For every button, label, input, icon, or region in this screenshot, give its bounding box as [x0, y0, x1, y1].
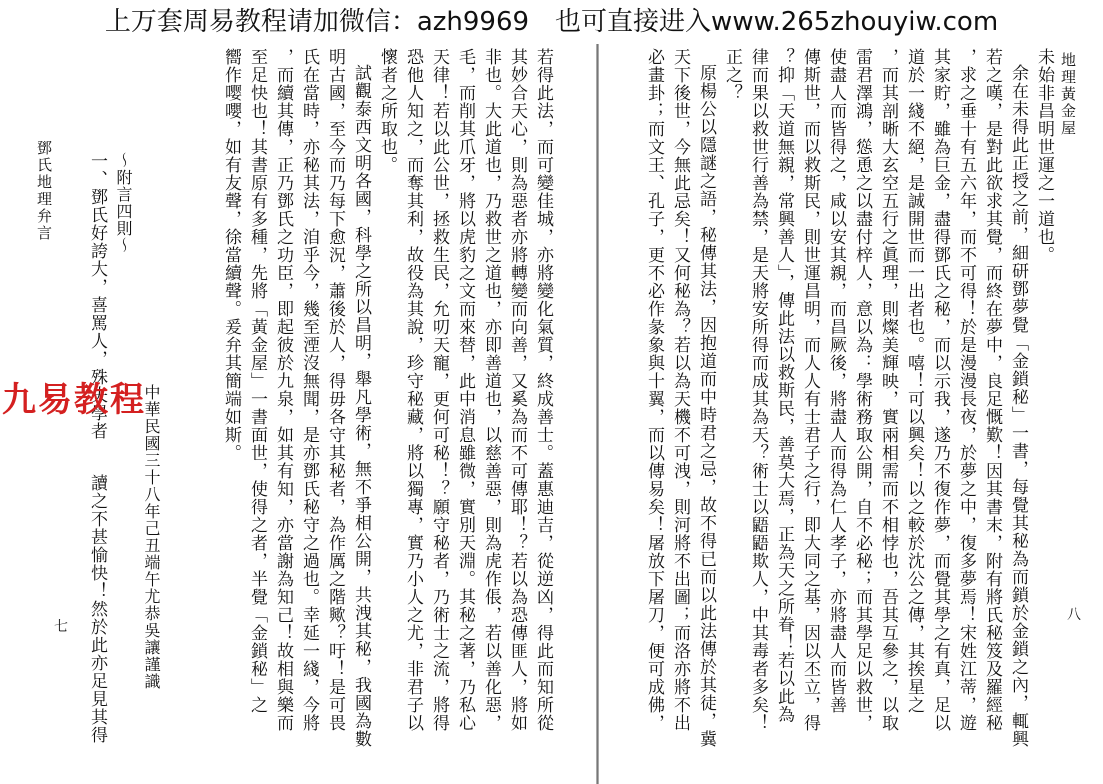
page-number: 七 — [54, 619, 68, 635]
text-column: 必畫卦；而文王、孔子，更不必作彖象與十翼，而以傳易矣！屠放下屠刀，便可成佛， — [644, 48, 664, 732]
text-column: 雷君澤鴻，慫恿之以盡付梓人，意以為：學術務取公開，自不必秘；而其學足以救世， — [852, 48, 872, 732]
text-column: 傳斯世，而以救斯民，則世運昌明，而人人有士君子之行，即大同之基，因以丕立，得 — [800, 48, 820, 732]
text-column: 懷者之所取也。 — [377, 48, 397, 174]
text-column: 若得此法，而可變佳城，亦將變化氣質，終成善士。蓋惠迪吉，從逆凶，得此而知所從 — [533, 48, 553, 732]
promo-banner: 上万套周易教程请加微信：azh9969 也可直接进入www.265zhouyiw.com — [104, 7, 999, 37]
text-column: 試觀泰西文明各國，科學之所以昌明，舉凡學術，無不爭相公開，共洩其秘，我國為數 — [351, 64, 371, 748]
text-column: 恐他人知之，而奪其利，故役為其說，珍守秘藏，將以獨專，實乃小人之尤，非君子以 — [403, 48, 423, 732]
text-column: 使盡人而皆得之，咸以安其親，而昌厥後，將盡人而得為仁人孝子，亦將盡人而皆善 — [826, 48, 846, 714]
text-column: 原楊公以隱謎之語，秘傳其法，因抱道而中時君之忌，故不得已而以此法傳於其徒，冀 — [696, 64, 716, 748]
right-page — [598, 44, 1103, 784]
text-column: 讀之不甚愉快！然於此亦足見其得 — [87, 474, 107, 744]
text-column: 未始非昌明世運之一道也。 — [1034, 48, 1054, 264]
signature-date: 中華民國三十八年己丑端午尤恭吳讓謹識 — [142, 384, 161, 690]
text-column: 天下後世，今無此忌矣！又何秘為？若以為天機不可洩，則河將不出圖；而洛亦將不出 — [670, 48, 690, 732]
text-column: 律而果以救世行善為禁，是天將安所得而成其為天？術士以鼯鼯欺人，中其毒者多矣！ — [748, 48, 768, 732]
text-column: 至足快也！其書原有多種，先將「黃金屋」一書面世，使得之者，半覺「金鎖秘」之 — [247, 48, 267, 714]
text-column: 其妙合天心，則為惡者亦將轉變而向善，又奚為而不可傳耶！？若以為恐傳匪人，將如 — [507, 48, 527, 732]
text-column: ？抑「天道無親，常興善人」，傳此法以救斯民，善莫大焉，正為天之所眷！若以此為 — [774, 48, 794, 724]
watermark-logo: 九易教程 — [2, 380, 146, 420]
text-column: ，而續其傳，正乃鄧氏之功臣，即起彼於九泉，如其有知，亦當謝為知己！故相與樂而 — [273, 48, 293, 732]
text-column: 氏在當時，亦秘其法，洎乎今，幾至湮沒無聞，是亦鄧氏秘守之過也。幸延一綫，今將 — [299, 48, 319, 732]
text-column: 天律！若以此公世，拯救生民，允叨天寵，更何可秘！？願守秘者，乃術士之流，將得 — [429, 48, 449, 732]
text-column: 其家貯，雖為巨金，盡得鄧氏之秘，而以示我，遂乃不復作夢，而覺其學之有真，足以 — [930, 48, 950, 732]
page-number: 八 — [1067, 607, 1081, 623]
text-column: 毛，而削其爪牙，將以虎豹之文而來替，此中消息雖微，實別天淵。其秘之著，乃私心 — [455, 48, 475, 732]
appendix-heading: ～附言四則～ — [114, 152, 133, 254]
text-column: 若之嘆，是對此欲求其覺，而終在夢中，良足慨歎！因其書末，附有將氏秘笈及羅經秘 — [982, 48, 1002, 732]
text-column: ，而其剖晰大玄空五行之眞理，則燦美輝映，實兩相需而不相悖也，吾其互參之，以取 — [878, 48, 898, 732]
text-column: 道於一綫不絕，是誠開世而一出者也。嘻！可以興矣！以之較於沈公之傳，其挨星之 — [904, 48, 924, 714]
text-column: 一、鄧氏好誇大，喜罵人，殊失學者 — [87, 152, 107, 440]
running-head: 鄧氏地理弁言 — [35, 140, 53, 242]
text-column: 明古國，至今而乃每下愈況，蕭後於人，得毋各守其秘者，為作厲之階歟？吁！是可畏 — [325, 48, 345, 732]
text-column: 非也。大此道也，乃救世之道也，亦即善道也，以慈善惡，則為虎作倀，若以善化惡， — [481, 48, 501, 732]
text-column: ，求之垂十有五六年，而不可得！於是漫漫長夜，於夢之中，復多夢焉！宋姓江蒂，遊 — [956, 48, 976, 732]
running-head: 地理黃金屋 — [1059, 52, 1077, 137]
text-column: 余在未得此正授之前，細研鄧夢覺「金鎖秘」一書，每覺其秘為而鎖於金鎖之內，輒興 — [1008, 64, 1028, 748]
text-column: 正之？ — [722, 48, 742, 102]
text-column: 嚮作嘤嚶，如有友聲，徐當續聲。爰弁其簡端如斯。 — [221, 48, 241, 462]
